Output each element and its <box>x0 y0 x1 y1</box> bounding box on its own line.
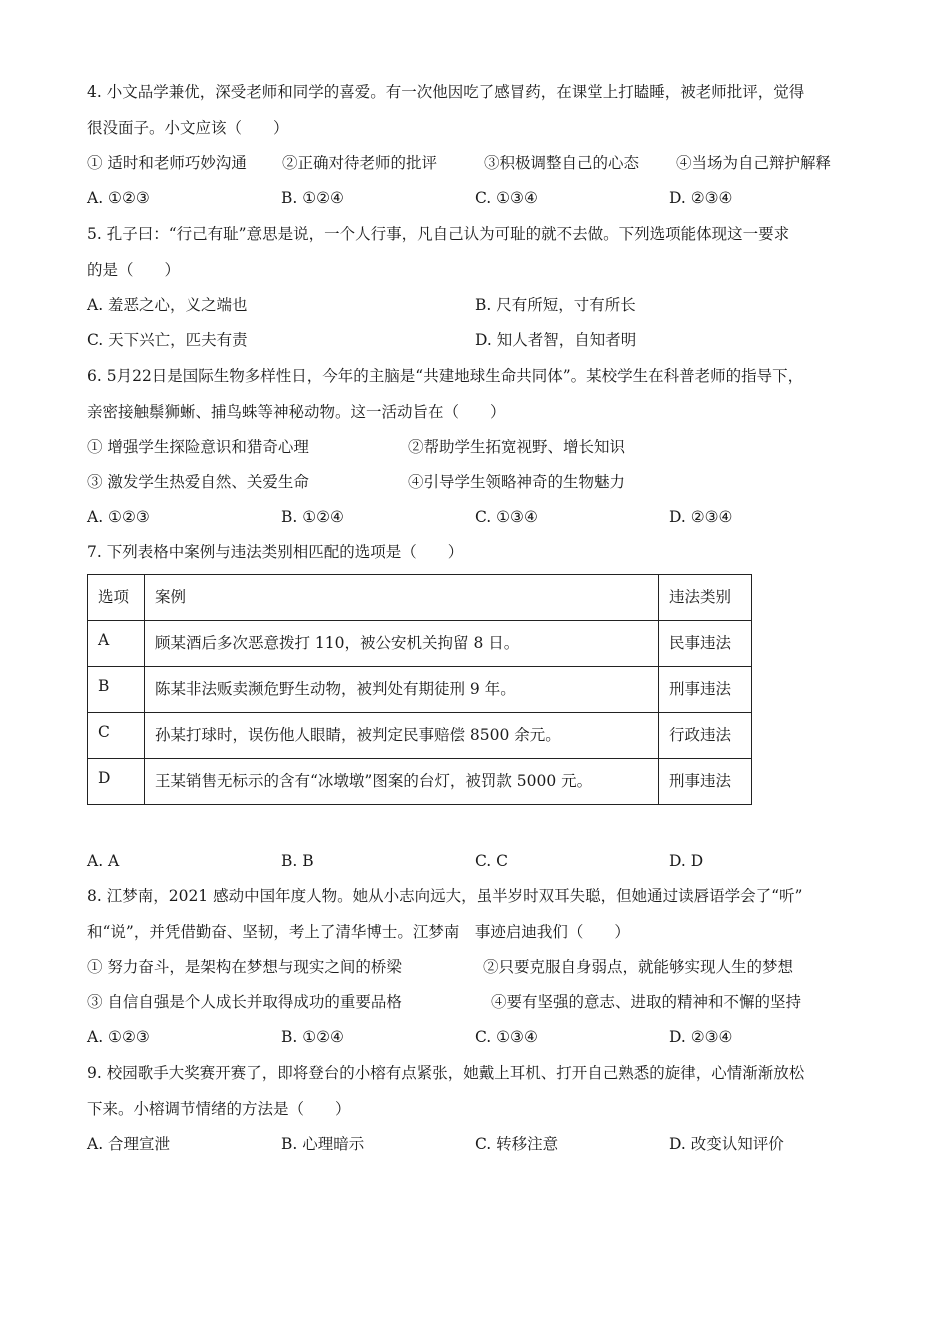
q6-item-2: ②帮助学生拓宽视野、增长知识 <box>408 438 626 456</box>
table-row <box>88 621 752 667</box>
q9-choice-b: B. 心理暗示 <box>281 1135 365 1153</box>
q4-choice-c: C. ①③④ <box>475 189 538 207</box>
q8-choice-a: A. ①②③ <box>87 1028 150 1046</box>
q7-stem: 7. 下列表格中案例与违法类别相匹配的选项是（ ） <box>87 543 464 561</box>
table-header-cell: 违法类别 <box>659 575 752 621</box>
q4-choice-a: A. ①②③ <box>87 189 150 207</box>
table-cell-case: 顾某酒后多次恶意拨打 110，被公安机关拘留 8 日。 <box>145 621 659 667</box>
q6-choice-d: D. ②③④ <box>669 508 733 526</box>
q6-choice-c: C. ①③④ <box>475 508 538 526</box>
table-row <box>88 667 752 713</box>
q4-choice-b: B. ①②④ <box>281 189 344 207</box>
q6-stem-line2: 亲密接触鬃狮蜥、捕鸟蛛等神秘动物。这一活动旨在（ ） <box>87 403 506 421</box>
q7-choice-a: A. A <box>87 852 120 870</box>
table-row <box>88 713 752 759</box>
q6-stem-line1: 6. 5月22日是国际生物多样性日，今年的主脑是“共建地球生命共同体”。某校学生在科普老师的指导下， <box>87 367 804 385</box>
q8-stem-line2: 和“说”，并凭借勤奋、坚韧，考上了清华博士。江梦南 事迹启迪我们（ ） <box>87 923 630 941</box>
q8-item-4: ④要有坚强的意志、进取的精神和不懈的坚持 <box>491 993 802 1011</box>
q5-stem-line1: 5. 孔子曰：“行己有耻”意思是说，一个人行事，凡自己认为可耻的就不去做。下列选项能体现这一要求 <box>87 225 790 243</box>
q4-stem-line1: 4. 小文品学兼优，深受老师和同学的喜爱。有一次他因吃了感冒药，在课堂上打瞌睡，被老师批评，觉得 <box>87 83 805 101</box>
q7-choice-c: C. C <box>475 852 509 870</box>
table-cell-option: B <box>88 667 145 713</box>
table-cell-option: D <box>88 759 145 805</box>
q5-choice-d: D. 知人者智，自知者明 <box>475 331 637 349</box>
q9-choice-d: D. 改变认知评价 <box>669 1135 784 1153</box>
q8-item-1: ① 努力奋斗，是架构在梦想与现实之间的桥梁 <box>87 958 402 976</box>
table-cell-category: 民事违法 <box>659 621 752 667</box>
table-cell-category: 刑事违法 <box>659 759 752 805</box>
q5-choice-c: C. 天下兴亡，匹夫有责 <box>87 331 248 349</box>
table-cell-case: 王某销售无标示的含有“冰墩墩”图案的台灯，被罚款 5000 元。 <box>145 759 659 805</box>
q4-item-2: ②正确对待老师的批评 <box>282 154 438 172</box>
q7-choice-b: B. B <box>281 852 314 870</box>
table-header-row <box>88 575 752 621</box>
q6-item-3: ③ 激发学生热爱自然、关爱生命 <box>87 473 309 491</box>
table-cell-option: C <box>88 713 145 759</box>
q5-stem-line2: 的是（ ） <box>87 261 181 279</box>
q4-item-1: ① 适时和老师巧妙沟通 <box>87 154 247 172</box>
q8-item-3: ③ 自信自强是个人成长并取得成功的重要品格 <box>87 993 402 1011</box>
q8-choice-b: B. ①②④ <box>281 1028 344 1046</box>
q9-stem-line2: 下来。小榕调节情绪的方法是（ ） <box>87 1100 351 1118</box>
q4-item-3: ③积极调整自己的心态 <box>484 154 640 172</box>
q8-item-2: ②只要克服自身弱点，就能够实现人生的梦想 <box>483 958 794 976</box>
q5-choice-a: A. 羞恶之心，义之端也 <box>87 296 248 314</box>
table-cell-case: 陈某非法贩卖濒危野生动物，被判处有期徒刑 9 年。 <box>145 667 659 713</box>
table-cell-option: A <box>88 621 145 667</box>
q7-choice-d: D. D <box>669 852 704 870</box>
q6-item-4: ④引导学生领略神奇的生物魅力 <box>408 473 626 491</box>
q8-choice-c: C. ①③④ <box>475 1028 538 1046</box>
q6-item-1: ① 增强学生探险意识和猎奇心理 <box>87 438 309 456</box>
q4-item-4: ④当场为自己辩护解释 <box>676 154 832 172</box>
q5-choice-b: B. 尺有所短，寸有所长 <box>475 296 636 314</box>
q9-choice-a: A. 合理宣泄 <box>87 1135 171 1153</box>
case-table <box>87 574 752 805</box>
table-cell-category: 行政违法 <box>659 713 752 759</box>
q9-choice-c: C. 转移注意 <box>475 1135 559 1153</box>
q8-stem-line1: 8. 江梦南，2021 感动中国年度人物。她从小志向远大，虽半岁时双耳失聪，但她通过读唇语学会了“听” <box>87 887 803 905</box>
table-header-cell: 案例 <box>145 575 659 621</box>
table-cell-category: 刑事违法 <box>659 667 752 713</box>
q4-choice-d: D. ②③④ <box>669 189 733 207</box>
q9-stem-line1: 9. 校园歌手大奖赛开赛了，即将登台的小榕有点紧张，她戴上耳机、打开自己熟悉的旋律，心情渐渐放松 <box>87 1064 805 1082</box>
q6-choice-a: A. ①②③ <box>87 508 150 526</box>
q8-choice-d: D. ②③④ <box>669 1028 733 1046</box>
q4-stem-line2: 很没面子。小文应该（ ） <box>87 119 289 137</box>
q6-choice-b: B. ①②④ <box>281 508 344 526</box>
table-header-cell: 选项 <box>88 575 145 621</box>
table-row <box>88 759 752 805</box>
table-cell-case: 孙某打球时，误伤他人眼睛，被判定民事赔偿 8500 余元。 <box>145 713 659 759</box>
